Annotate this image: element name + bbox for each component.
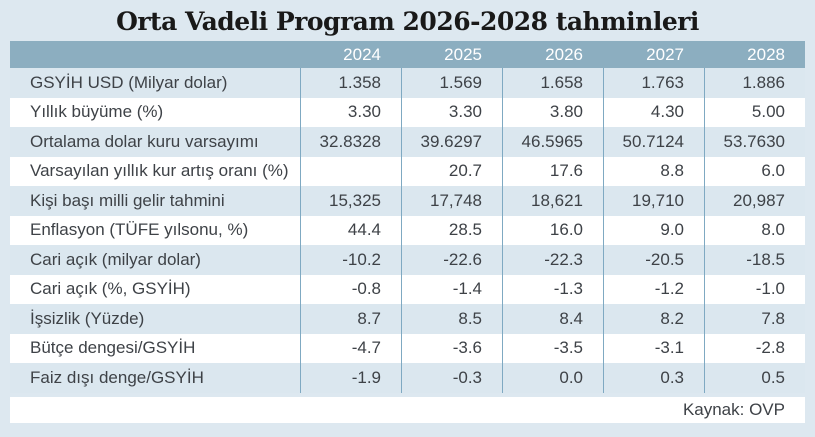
cell-value: -18.5 (704, 245, 805, 275)
cell-value: -10.2 (300, 245, 401, 275)
cell-value: 1.358 (300, 68, 401, 98)
cell-value: -1.3 (502, 275, 603, 305)
source-row (10, 397, 805, 423)
cell-value: 20,987 (704, 186, 805, 216)
cell-value: 4.30 (603, 98, 704, 128)
row-label: Bütçe dengesi/GSYİH (30, 338, 196, 358)
row-label: Cari açık (milyar dolar) (30, 249, 201, 269)
cell-value: 15,325 (300, 186, 401, 216)
year-column-header: 2027 (646, 44, 684, 64)
cell-value: 5.00 (704, 98, 805, 128)
cell-value: 0.0 (502, 363, 603, 393)
table-row (10, 68, 805, 98)
cell-value: 28.5 (401, 216, 502, 246)
table-body (10, 68, 805, 393)
cell-value: -4.7 (300, 334, 401, 364)
cell-value: 0.3 (603, 363, 704, 393)
cell-value: 46.5965 (502, 127, 603, 157)
cell-value: 8.0 (704, 216, 805, 246)
table-row (10, 216, 805, 246)
row-label: Ortalama dolar kuru varsayımı (30, 131, 259, 151)
cell-value: 9.0 (603, 216, 704, 246)
source-label: Kaynak: OVP (682, 400, 785, 419)
table-row (10, 245, 805, 275)
cell-value: 7.8 (704, 304, 805, 334)
cell-value: 0.5 (704, 363, 805, 393)
cell-value: 39.6297 (401, 127, 502, 157)
cell-value: -1.0 (704, 275, 805, 305)
cell-value: -0.3 (401, 363, 502, 393)
table-row (10, 157, 805, 187)
cell-value: -22.6 (401, 245, 502, 275)
cell-value: 1.658 (502, 68, 603, 98)
cell-value: 50.7124 (603, 127, 704, 157)
cell-value: 1.569 (401, 68, 502, 98)
year-column-header: 2026 (545, 44, 583, 64)
cell-value: 8.2 (603, 304, 704, 334)
table-row (10, 275, 805, 305)
cell-value: 3.30 (401, 98, 502, 128)
row-label: Kişi başı milli gelir tahmini (30, 190, 225, 210)
table-row (10, 186, 805, 216)
table-row (10, 304, 805, 334)
header-empty-cell (10, 41, 300, 68)
cell-value: 44.4 (300, 216, 401, 246)
cell-value: 17.6 (502, 157, 603, 187)
cell-value: -3.1 (603, 334, 704, 364)
year-column-header: 2024 (343, 44, 381, 64)
cell-value: 19,710 (603, 186, 704, 216)
cell-value: 8.8 (603, 157, 704, 187)
row-label: GSYİH USD (Milyar dolar) (30, 72, 228, 92)
forecast-table (10, 41, 805, 393)
cell-value: -1.4 (401, 275, 502, 305)
cell-value: 17,748 (401, 186, 502, 216)
row-label: Cari açık (%, GSYİH) (30, 279, 191, 299)
cell-value (300, 157, 401, 187)
page-title: Orta Vadeli Program 2026-2028 tahminleri (116, 7, 699, 36)
row-label: İşsizlik (Yüzde) (30, 308, 145, 328)
cell-value: 3.80 (502, 98, 603, 128)
row-label: Yıllık büyüme (%) (30, 102, 164, 122)
row-label: Enflasyon (TÜFE yılsonu, %) (30, 220, 249, 240)
cell-value: 1.763 (603, 68, 704, 98)
cell-value: 18,621 (502, 186, 603, 216)
table-header-row (10, 41, 805, 68)
cell-value: 8.5 (401, 304, 502, 334)
table-row (10, 127, 805, 157)
cell-value: 3.30 (300, 98, 401, 128)
year-column-header: 2025 (444, 44, 482, 64)
row-label: Varsayılan yıllık kur artış oranı (%) (30, 161, 289, 181)
row-label: Faiz dışı denge/GSYİH (30, 367, 204, 387)
cell-value: -3.6 (401, 334, 502, 364)
cell-value: -1.2 (603, 275, 704, 305)
cell-value: 8.7 (300, 304, 401, 334)
table-row (10, 363, 805, 393)
cell-value: -2.8 (704, 334, 805, 364)
cell-value: -20.5 (603, 245, 704, 275)
cell-value: 8.4 (502, 304, 603, 334)
cell-value: -22.3 (502, 245, 603, 275)
cell-value: 20.7 (401, 157, 502, 187)
cell-value: -0.8 (300, 275, 401, 305)
cell-value: 16.0 (502, 216, 603, 246)
cell-value: 32.8328 (300, 127, 401, 157)
cell-value: 53.7630 (704, 127, 805, 157)
cell-value: 6.0 (704, 157, 805, 187)
cell-value: 1.886 (704, 68, 805, 98)
cell-value: -1.9 (300, 363, 401, 393)
year-column-header: 2028 (747, 44, 785, 64)
cell-value: -3.5 (502, 334, 603, 364)
table-row (10, 334, 805, 364)
table-row (10, 98, 805, 128)
